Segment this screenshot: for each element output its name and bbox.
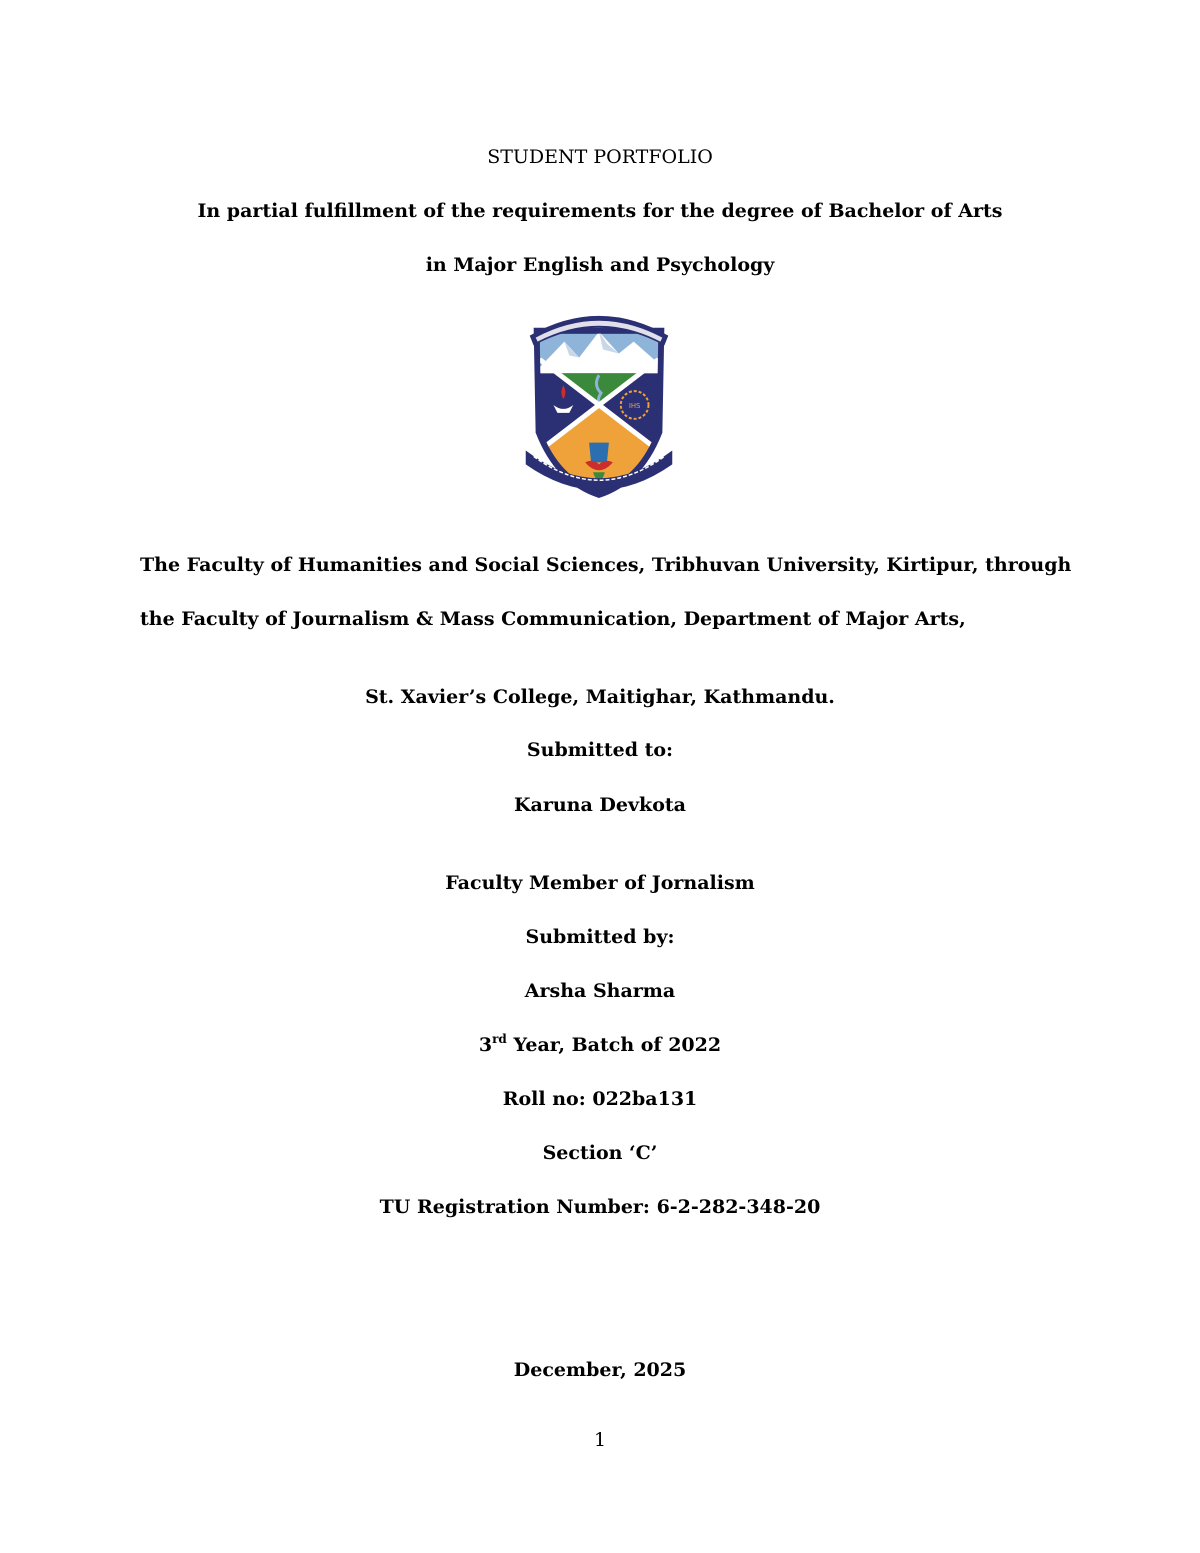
year-batch-text: Year, Batch of 2022 xyxy=(506,1034,722,1056)
faculty-line-1: The Faculty of Humanities and Social Sciences, Tribhuvan University, Kirtipur, through xyxy=(140,554,1072,576)
page-number: 1 xyxy=(593,1429,607,1451)
submitted-to-label: Submitted to: xyxy=(526,739,674,761)
subtitle-line-1: In partial fulfillment of the requirements for the degree of Bachelor of Arts xyxy=(197,200,1003,222)
faculty-line-2: the Faculty of Journalism & Mass Communication, Department of Major Arts, xyxy=(140,608,966,630)
year-number: 3 xyxy=(478,1034,493,1056)
college-crest-logo xyxy=(518,302,680,500)
student-name: Arsha Sharma xyxy=(524,980,676,1002)
registration-number: TU Registration Number: 6-2-282-348-20 xyxy=(379,1196,821,1218)
year-ordinal-suffix: rd xyxy=(492,1032,507,1046)
supervisor-role: Faculty Member of Jornalism xyxy=(445,872,755,894)
section: Section ‘C’ xyxy=(542,1142,658,1164)
submission-date: December, 2025 xyxy=(513,1359,687,1381)
submitted-by-label: Submitted by: xyxy=(525,926,675,948)
subtitle-line-2: in Major English and Psychology xyxy=(425,254,775,276)
supervisor-name: Karuna Devkota xyxy=(514,794,686,816)
document-title: STUDENT PORTFOLIO xyxy=(487,146,713,168)
college-address: St. Xavier’s College, Maitighar, Kathmandu. xyxy=(365,686,835,708)
year-batch xyxy=(0,1033,1200,1057)
crest-emblem-text: IHS xyxy=(628,401,641,410)
roll-number: Roll no: 022ba131 xyxy=(502,1088,698,1110)
